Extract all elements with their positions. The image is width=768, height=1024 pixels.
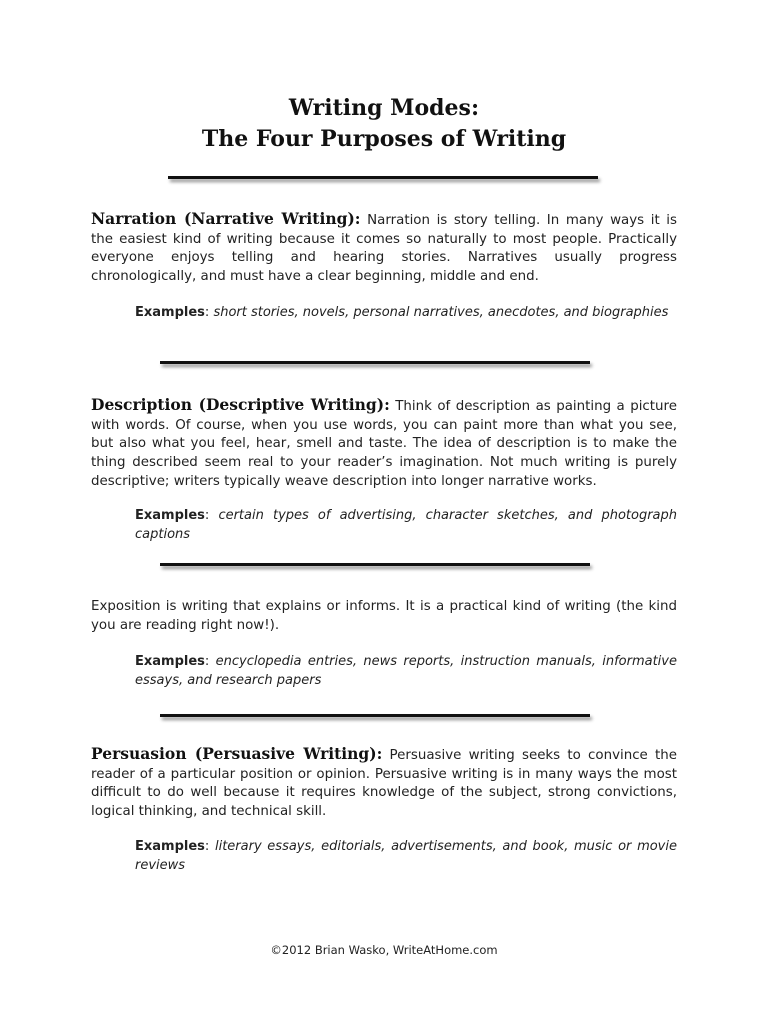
examples-separator: : (204, 839, 210, 854)
description-body: Think of description as painting a picture with words. Of course, when you use words, you can paint more than what you see, but also what you feel, hear, smell and taste. The idea of description is to make the thing described seem real to your reader’s imagination. Not much writing is purely descriptive; writers typically weave description into longer narrative works. (91, 399, 677, 489)
examples-label: Examples (135, 305, 205, 320)
examples-separator: : (204, 305, 210, 320)
page-title-line-2: The Four Purposes of Writing (201, 126, 567, 152)
examples-label: Examples (135, 654, 205, 669)
examples-label: Examples (135, 839, 205, 854)
narration-heading: Narration (Narrative Writing): (91, 209, 361, 228)
section-divider-3 (160, 714, 590, 717)
narration-examples-list: short stories, novels, personal narratives, anecdotes, and biographies (213, 305, 669, 320)
narration-paragraph (91, 210, 677, 287)
exposition-body: Exposition is writing that explains or informs. It is a practical kind of writing (the kind you are reading right now!). (91, 599, 677, 633)
exposition-examples (135, 652, 677, 690)
page-title-line-1: Writing Modes: (288, 95, 480, 121)
persuasion-heading: Persuasion (Persuasive Writing): (91, 744, 383, 763)
persuasion-examples-list: literary essays, editorials, advertisements, and book, music or movie reviews (135, 839, 677, 873)
persuasion-paragraph (91, 745, 677, 822)
persuasion-examples (135, 837, 677, 875)
title-divider (168, 176, 598, 179)
narration-body: Narration is story telling. In many ways it is the easiest kind of writing because it comes so naturally to most people. Practically everyone enjoys telling and hearing stories. Narratives usually progress chronologically, and must have a clear beginning, middle and end. (91, 213, 677, 285)
exposition-examples-list: encyclopedia entries, news reports, instruction manuals, informative essays, and research papers (135, 654, 677, 688)
persuasion-body: Persuasive writing seeks to convince the reader of a particular position or opinion. Persuasive writing is in many ways the most difficult to do well because it requires knowledge of the subject, strong convictions, logical thinking, and technical skill. (91, 748, 677, 820)
section-divider-1 (160, 361, 590, 364)
description-heading: Description (Descriptive Writing): (91, 395, 390, 414)
description-examples-list: certain types of advertising, character sketches, and photograph captions (135, 508, 678, 542)
narration-examples (135, 303, 677, 322)
examples-label: Examples (135, 508, 205, 523)
examples-separator: : (204, 508, 210, 523)
section-divider-2 (160, 563, 590, 566)
description-paragraph (91, 396, 677, 492)
examples-separator: : (204, 654, 210, 669)
exposition-paragraph (91, 598, 677, 635)
copyright-footer: ©2012 Brian Wasko, WriteAtHome.com (270, 943, 498, 957)
description-examples (135, 506, 677, 544)
